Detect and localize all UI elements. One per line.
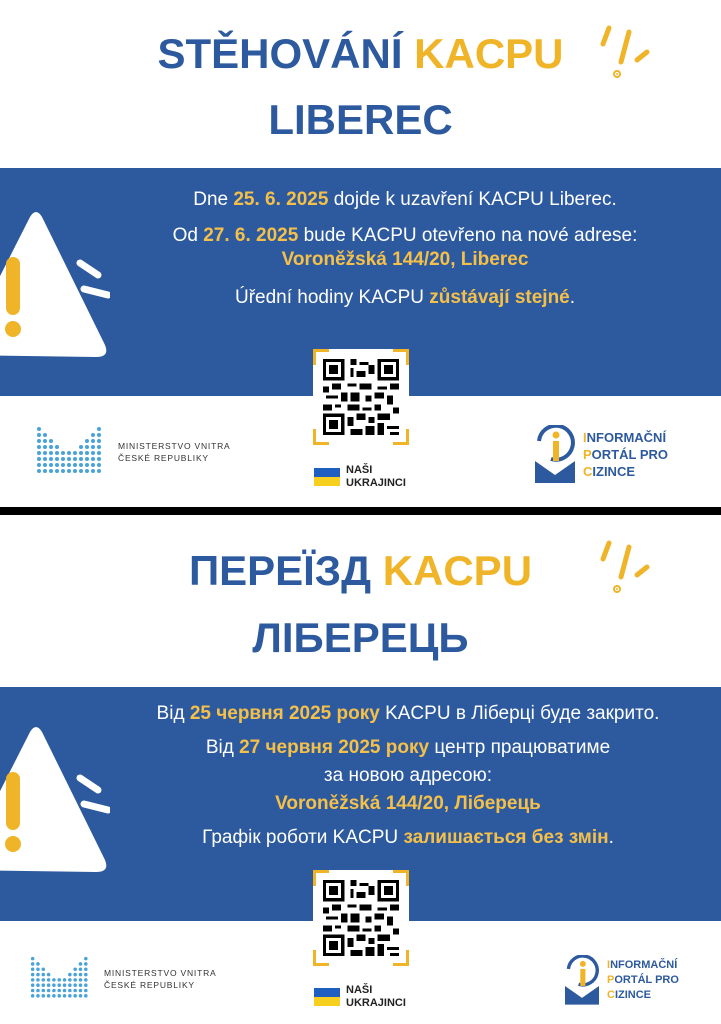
qr-pattern — [323, 359, 399, 435]
qr-pattern — [323, 880, 399, 956]
info-portal-logo-icon — [565, 955, 599, 1005]
ministry-name: MINISTERSTVO VNITRA ČESKÉ REPUBLIKY — [104, 968, 217, 990]
nasi-ukrajinci-logo: NAŠI UKRAJINCI — [314, 464, 406, 490]
czech-closure-line: Dne 25. 6. 2025 dojde k uzavření KACPU Liberec. — [193, 189, 617, 210]
ukrainian-address-intro: за новою адресою: — [323, 765, 493, 786]
ukrainian-notice-card — [0, 515, 721, 1024]
ministry-logo-icon — [30, 955, 92, 1003]
exclamation-sparkle-icon — [595, 22, 657, 78]
ukrainian-new-address-line: Від 27 червня 2025 року центр працюватиме — [205, 737, 611, 758]
czech-title-line2: LIBEREC — [268, 96, 453, 143]
czech-info-text — [110, 188, 700, 310]
czech-address: Voroněžská 144/20, Liberec — [281, 249, 529, 270]
ukrainian-address: Voroněžská 144/20, Ліберець — [275, 793, 541, 814]
ministry-logo — [30, 955, 217, 1003]
ukrainian-title-line1: ПЕРЕЇЗД KACPU — [188, 547, 533, 594]
qr-code-icon[interactable] — [313, 870, 409, 966]
qr-code-icon[interactable] — [313, 349, 409, 445]
nasi-ukrajinci-logo: NAŠI UKRAJINCI — [314, 984, 406, 1010]
warning-triangle-icon — [0, 720, 110, 880]
exclamation-sparkle-icon — [595, 537, 657, 593]
ministry-name: MINISTERSTVO VNITRA ČESKÉ REPUBLIKY — [118, 441, 231, 463]
czech-title-line1: STĚHOVÁNÍ KACPU — [157, 30, 564, 77]
ministry-logo — [36, 425, 231, 479]
info-portal-logo — [565, 955, 679, 1005]
ukraine-flag-icon — [314, 468, 340, 486]
info-portal-name: INFORMAČNÍ PORTÁL PRO CIZINCE — [583, 429, 668, 479]
czech-new-address-line: Od 27. 6. 2025 bude KACPU otevřeno na nové adrese: — [172, 225, 638, 246]
info-portal-logo — [535, 425, 668, 483]
warning-triangle-icon — [0, 205, 110, 365]
info-portal-logo-icon — [535, 425, 575, 483]
ukrainian-closure-line: Від 25 червня 2025 року KACPU в Ліберці буде закрито. — [156, 703, 660, 724]
czech-notice-card — [0, 0, 721, 507]
ukrainian-info-text — [100, 702, 716, 850]
ukrainian-title-line2: ЛІБЕРЕЦЬ — [252, 614, 469, 661]
ukrainian-hours-line: Графік роботи KACPU залишається без змін. — [202, 827, 614, 848]
info-portal-name: INFORMAČNÍ PORTÁL PRO CIZINCE — [607, 958, 679, 1001]
ukraine-flag-icon — [314, 988, 340, 1006]
ministry-logo-icon — [36, 425, 106, 479]
czech-hours-line: Úřední hodiny KACPU zůstávají stejné. — [234, 287, 576, 308]
